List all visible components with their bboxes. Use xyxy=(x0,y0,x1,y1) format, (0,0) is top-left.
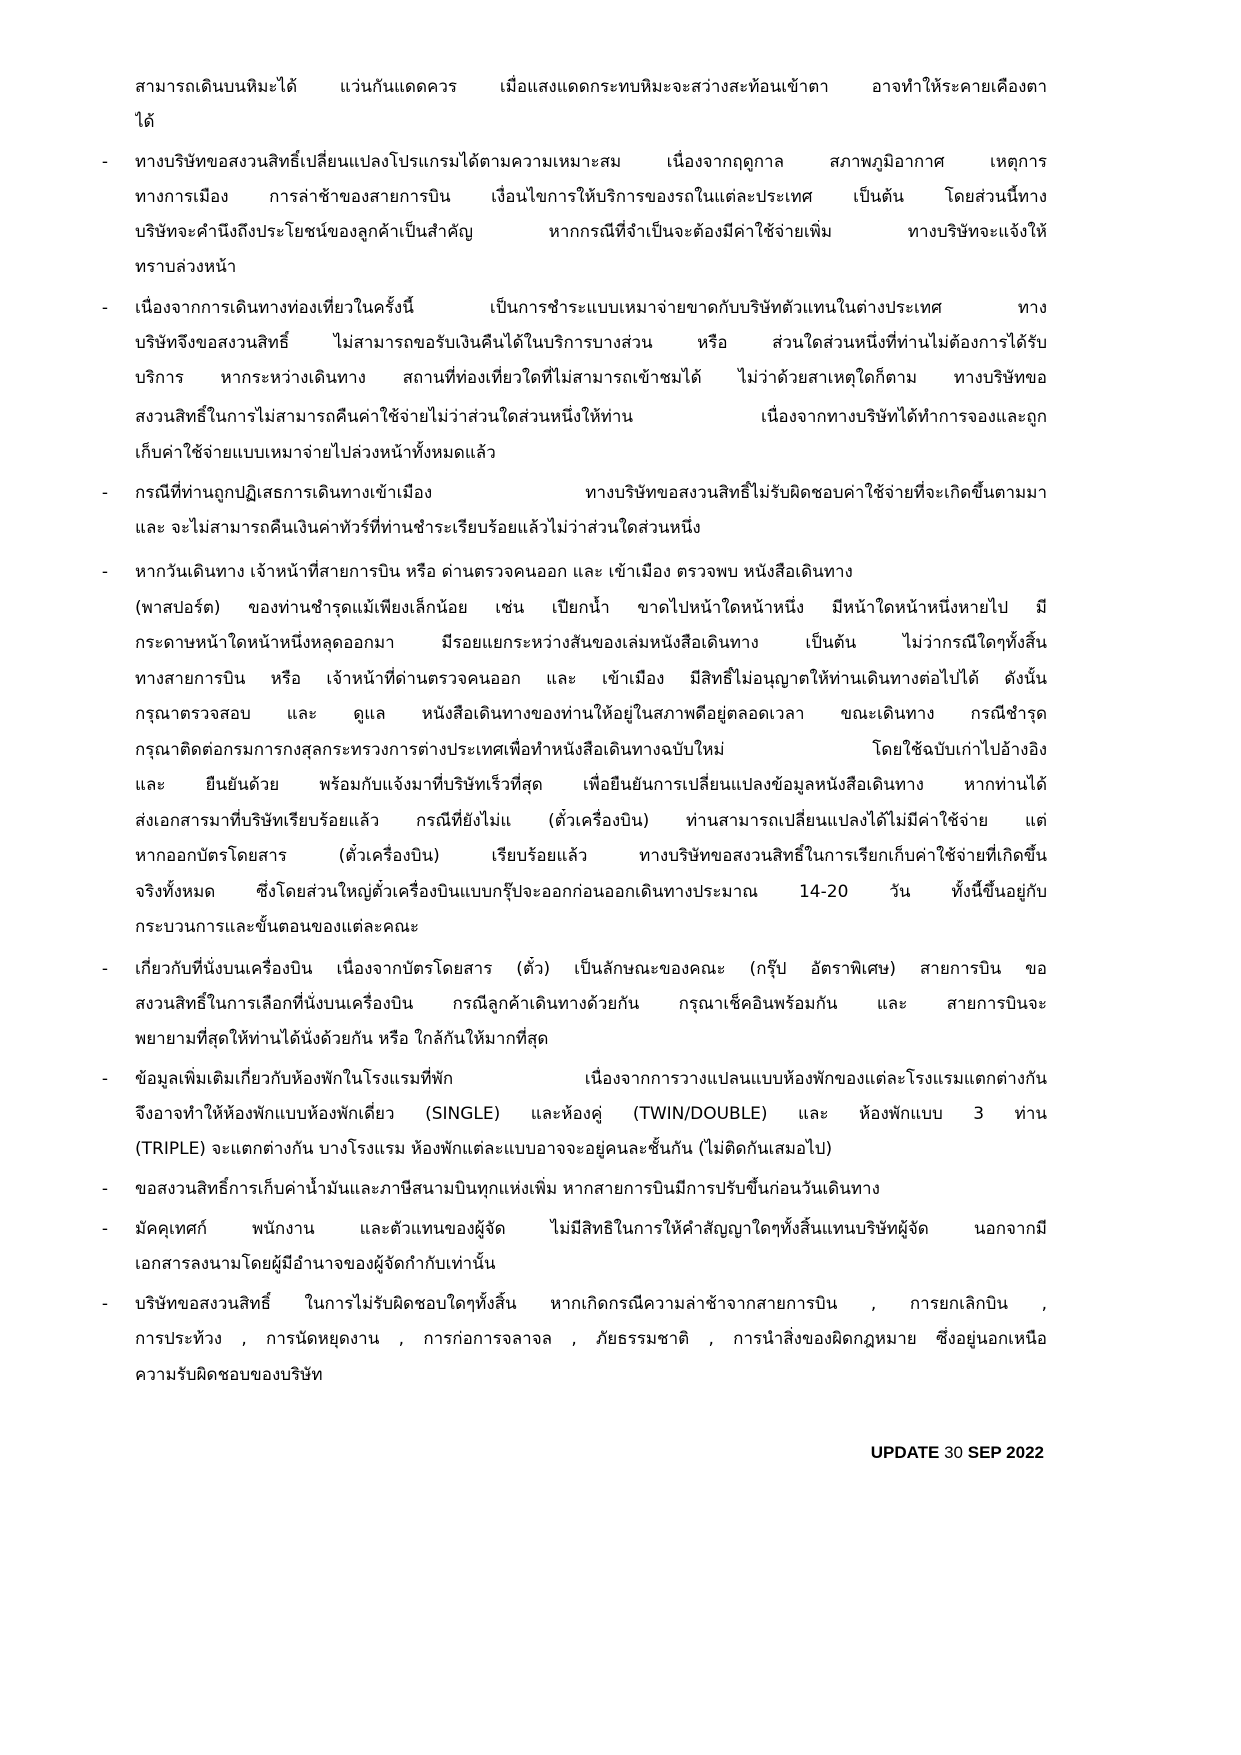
text-line: ทราบล่วงหน้า xyxy=(135,257,237,277)
bullet-marker: - xyxy=(101,152,109,172)
update-day: 30 xyxy=(944,1443,963,1462)
bullet-marker: - xyxy=(101,483,109,503)
text-line: บริษัทขอสงวนสิทธิ์ ในการไม่รับผิดชอบใดๆทั้งสิ้น หากเกิดกรณีความล่าช้าจากสายการบิน , การยกเลิกบิน , xyxy=(135,1294,1047,1314)
bullet-marker: - xyxy=(101,959,109,979)
text-line: หากวันเดินทาง เจ้าหน้าที่สายการบิน หรือ ด่านตรวจคนออก และ เข้าเมือง ตรวจพบ หนังสือเดินทาง xyxy=(135,562,853,582)
text-line: สามารถเดินบนหิมะได้ แว่นกันแดดควร เมื่อแสงแดดกระทบหิมะจะสว่างสะท้อนเข้าตา อาจทำให้ระคายเคืองตา xyxy=(135,77,1047,97)
update-date-footer xyxy=(868,1442,1044,1464)
bullet-marker: - xyxy=(101,1179,109,1199)
text-line: (TRIPLE) จะแตกต่างกัน บางโรงแรม ห้องพักแต่ละแบบอาจจะอยู่คนละชั้นกัน (ไม่ติดกันเสมอไป) xyxy=(135,1139,833,1159)
text-line: กรุณาตรวจสอบ และ ดูแล หนังสือเดินทางของท่านให้อยู่ในสภาพดีอยู่ตลอดเวลา ขณะเดินทาง กรณีชำรุด xyxy=(135,704,1047,724)
bullet-marker: - xyxy=(101,1219,109,1239)
text-line: ได้ xyxy=(135,112,155,132)
text-line: เกี่ยวกับที่นั่งบนเครื่องบิน เนื่องจากบัตรโดยสาร (ตั๋ว) เป็นลักษณะของคณะ (กรุ๊ป อัตราพิเศษ) สายการบิน ขอ xyxy=(135,959,1047,979)
text-line: บริการ หากระหว่างเดินทาง สถานที่ท่องเที่ยวใดที่ไม่สามารถเข้าชมได้ ไม่ว่าด้วยสาเหตุใดก็ตาม ทางบริษัทขอ xyxy=(135,368,1047,388)
text-line: ส่งเอกสารมาที่บริษัทเรียบร้อยแล้ว กรณีที่ยังไม่แ (ตั๋วเครื่องบิน) ท่านสามารถเปลี่ยนแปลงได้ไม่มีค่าใช้จ่าย แต่ xyxy=(135,811,1047,831)
text-line: สงวนสิทธิ์ในการไม่สามารถคืนค่าใช้จ่ายไม่ว่าส่วนใดส่วนหนึ่งให้ท่าน เนื่องจากทางบริษัทได้ทำการจองและถูก xyxy=(135,407,1047,427)
text-line: กรุณาติดต่อกรมการกงสุลกระทรวงการต่างประเทศเพื่อทำหนังสือเดินทางฉบับใหม่ โดยใช้ฉบับเก่าไปอ้างอิง xyxy=(135,740,1047,760)
text-line: ขอสงวนสิทธิ์การเก็บค่าน้ำมันและภาษีสนามบินทุกแห่งเพิ่ม หากสายการบินมีการปรับขึ้นก่อนวันเดินทาง xyxy=(135,1179,880,1199)
text-line: สงวนสิทธิ์ในการเลือกที่นั่งบนเครื่องบิน กรณีลูกค้าเดินทางด้วยกัน กรุณาเช็คอินพร้อมกัน และ สายการบินจะ xyxy=(135,994,1047,1014)
update-label: UPDATE xyxy=(870,1443,940,1462)
text-line: เนื่องจากการเดินทางท่องเที่ยวในครั้งนี้ เป็นการชำระแบบเหมาจ่ายขาดกับบริษัทตัวแทนในต่างประเทศ ทาง xyxy=(135,298,1047,318)
text-line: หากออกบัตรโดยสาร (ตั๋วเครื่องบิน) เรียบร้อยแล้ว ทางบริษัทขอสงวนสิทธิ์ในการเรียกเก็บค่าใช้จ่ายที่เกิดขึ้น xyxy=(135,846,1047,866)
text-line: ความรับผิดชอบของบริษัท xyxy=(135,1365,323,1385)
text-line: (พาสปอร์ต) ของท่านชำรุดแม้เพียงเล็กน้อย เช่น เปียกน้ำ ขาดไปหน้าใดหน้าหนึ่ง มีหน้าใดหน้าหนึ่งหายไป มี xyxy=(135,598,1047,618)
text-line: และ จะไม่สามารถคืนเงินค่าทัวร์ที่ท่านชำระเรียบร้อยแล้วไม่ว่าส่วนใดส่วนหนึ่ง xyxy=(135,518,701,538)
text-line: เอกสารลงนามโดยผู้มีอำนาจของผู้จัดกำกับเท่านั้น xyxy=(135,1254,496,1274)
text-line: กระดาษหน้าใดหน้าหนึ่งหลุดออกมา มีรอยแยกระหว่างสันของเล่มหนังสือเดินทาง เป็นต้น ไม่ว่ากรณีใดๆทั้งสิ้น xyxy=(135,633,1047,653)
bullet-marker: - xyxy=(101,562,109,582)
text-line: มัคคุเทศก์ พนักงาน และตัวแทนของผู้จัด ไม่มีสิทธิในการให้คำสัญญาใดๆทั้งสิ้นแทนบริษัทผู้จัด นอกจากมี xyxy=(135,1219,1047,1239)
bullet-marker: - xyxy=(101,298,109,318)
update-month-year: SEP 2022 xyxy=(967,1443,1044,1462)
text-line: ทางการเมือง การล่าช้าของสายการบิน เงื่อนไขการให้บริการของรถในแต่ละประเทศ เป็นต้น โดยส่วนนี้ทาง xyxy=(135,187,1047,207)
text-line: จึงอาจทำให้ห้องพักแบบห้องพักเดี่ยว (SINGLE) และห้องคู่ (TWIN/DOUBLE) และ ห้องพักแบบ 3 ท่าน xyxy=(135,1104,1047,1124)
text-line: ทางสายการบิน หรือ เจ้าหน้าที่ด่านตรวจคนออก และ เข้าเมือง มีสิทธิ์ไม่อนุญาตให้ท่านเดินทางต่อไปได้ ดังนั้น xyxy=(135,669,1047,689)
text-line: และ ยืนยันด้วย พร้อมกับแจ้งมาที่บริษัทเร็วที่สุด เพื่อยืนยันการเปลี่ยนแปลงข้อมูลหนังสือเดินทาง หากท่านได้ xyxy=(135,775,1047,795)
text-line: จริงทั้งหมด ซึ่งโดยส่วนใหญ่ตั๋วเครื่องบินแบบกรุ๊ปจะออกก่อนออกเดินทางประมาณ 14-20 วัน ทั้งนี้ขึ้นอยู่กับ xyxy=(135,882,1047,902)
bullet-marker: - xyxy=(101,1069,109,1089)
bullet-marker: - xyxy=(101,1294,109,1314)
text-line: ข้อมูลเพิ่มเติมเกี่ยวกับห้องพักในโรงแรมที่พัก เนื่องจากการวางแปลนแบบห้องพักของแต่ละโรงแรมแตกต่างกัน xyxy=(135,1069,1047,1089)
text-line: พยายามที่สุดให้ท่านได้นั่งด้วยกัน หรือ ใกล้กันให้มากที่สุด xyxy=(135,1029,549,1049)
text-line: การประท้วง , การนัดหยุดงาน , การก่อการจลาจล , ภัยธรรมชาติ , การนำสิ่งของผิดกฎหมาย ซึ่งอยู่นอกเหนือ xyxy=(135,1329,1047,1349)
text-line: กรณีที่ท่านถูกปฏิเสธการเดินทางเข้าเมือง ทางบริษัทขอสงวนสิทธิ์ไม่รับผิดชอบค่าใช้จ่ายที่จะเกิดขึ้นตามมา xyxy=(135,483,1047,503)
text-line: ทางบริษัทขอสงวนสิทธิ์เปลี่ยนแปลงโปรแกรมได้ตามความเหมาะสม เนื่องจากฤดูกาล สภาพภูมิอากาศ เหตุการ xyxy=(135,152,1047,172)
text-line: บริษัทจึงขอสงวนสิทธิ์ ไม่สามารถขอรับเงินคืนได้ในบริการบางส่วน หรือ ส่วนใดส่วนหนึ่งที่ท่านไม่ต้องการได้รับ xyxy=(135,333,1047,353)
text-line: เก็บค่าใช้จ่ายแบบเหมาจ่ายไปล่วงหน้าทั้งหมดแล้ว xyxy=(135,443,496,463)
text-line: บริษัทจะคำนึงถึงประโยชน์ของลูกค้าเป็นสำคัญ หากกรณีที่จำเป็นจะต้องมีค่าใช้จ่ายเพิ่ม ทางบริษัทจะแจ้งให้ xyxy=(135,222,1047,242)
text-line: กระบวนการและขั้นตอนของแต่ละคณะ xyxy=(135,917,420,937)
